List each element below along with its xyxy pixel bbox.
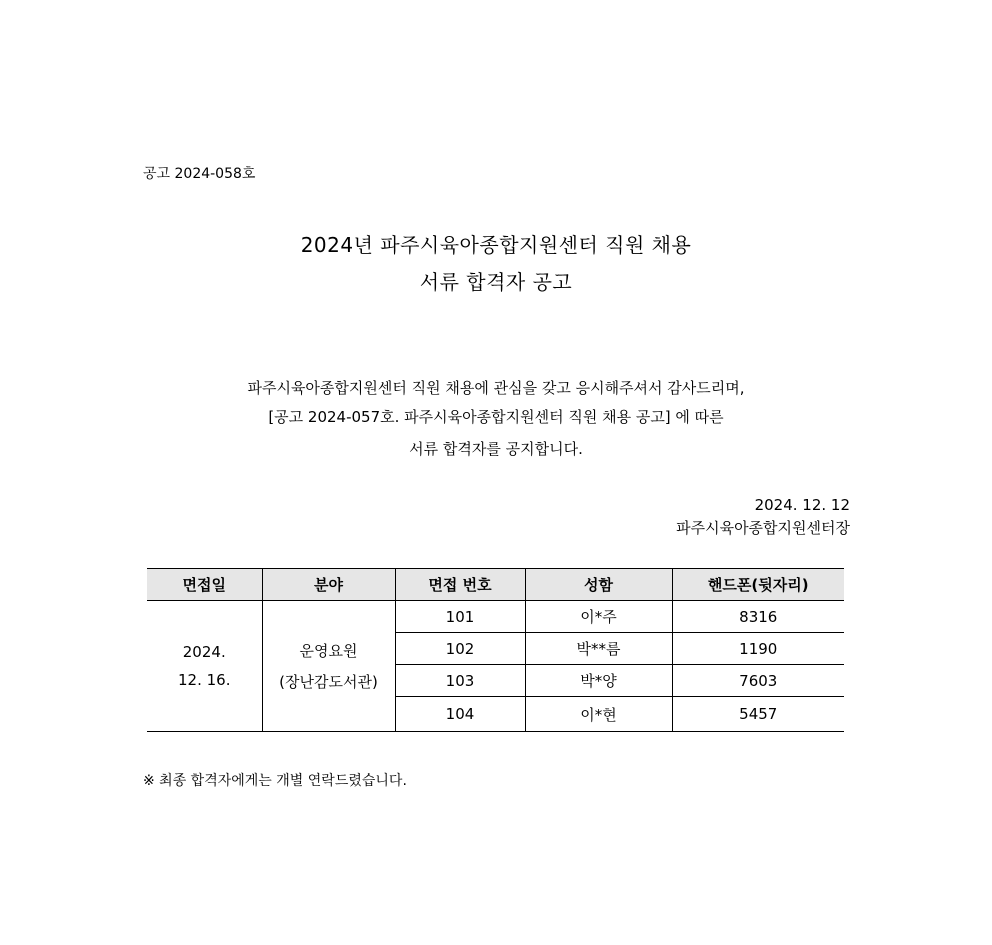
issuer: 파주시육아종합지원센터장 — [676, 519, 850, 537]
name-cell: 이*현 — [525, 697, 672, 732]
notice-number: 공고 2024-058호 — [143, 166, 256, 182]
name-cell: 이*주 — [525, 601, 672, 633]
phone-cell: 7603 — [672, 665, 844, 697]
interview-date-line-2: 12. 16. — [178, 671, 231, 689]
body-line-2: [공고 2024-057호. 파주시육아종합지원센터 직원 채용 공고] 에 따른 — [268, 408, 724, 426]
field-line-2: (장난감도서관) — [279, 673, 378, 691]
interview-date-line-1: 2024. — [182, 643, 226, 661]
interview-number-cell: 102 — [395, 633, 525, 665]
phone-cell: 8316 — [672, 601, 844, 633]
header-phone: 핸드폰(뒷자리) — [672, 569, 844, 601]
header-name: 성함 — [525, 569, 672, 601]
footnote: ※ 최종 합격자에게는 개별 연락드렸습니다. — [143, 773, 407, 789]
interview-number-cell: 101 — [395, 601, 525, 633]
field-line-1: 운영요원 — [299, 642, 358, 660]
phone-cell: 5457 — [672, 697, 844, 732]
phone-cell: 1190 — [672, 633, 844, 665]
result-table — [147, 568, 844, 732]
interview-date-cell — [147, 601, 262, 732]
name-cell: 박**름 — [525, 633, 672, 665]
header-interview-number: 면접 번호 — [395, 569, 525, 601]
title-line-1: 2024년 파주시육아종합지원센터 직원 채용 — [300, 233, 692, 257]
title-line-2: 서류 합격자 공고 — [419, 270, 573, 294]
interview-number-cell: 104 — [395, 697, 525, 732]
body-line-3: 서류 합격자를 공지합니다. — [409, 440, 583, 458]
name-cell: 박*양 — [525, 665, 672, 697]
field-cell — [262, 601, 395, 732]
body-line-1: 파주시육아종합지원센터 직원 채용에 관심을 갖고 응시해주셔서 감사드리며, — [247, 379, 745, 397]
notice-date: 2024. 12. 12 — [754, 496, 850, 514]
interview-number-cell: 103 — [395, 665, 525, 697]
table-row — [147, 601, 844, 633]
header-field: 분야 — [262, 569, 395, 601]
header-interview-date: 면접일 — [147, 569, 262, 601]
table-header-row — [147, 569, 844, 601]
